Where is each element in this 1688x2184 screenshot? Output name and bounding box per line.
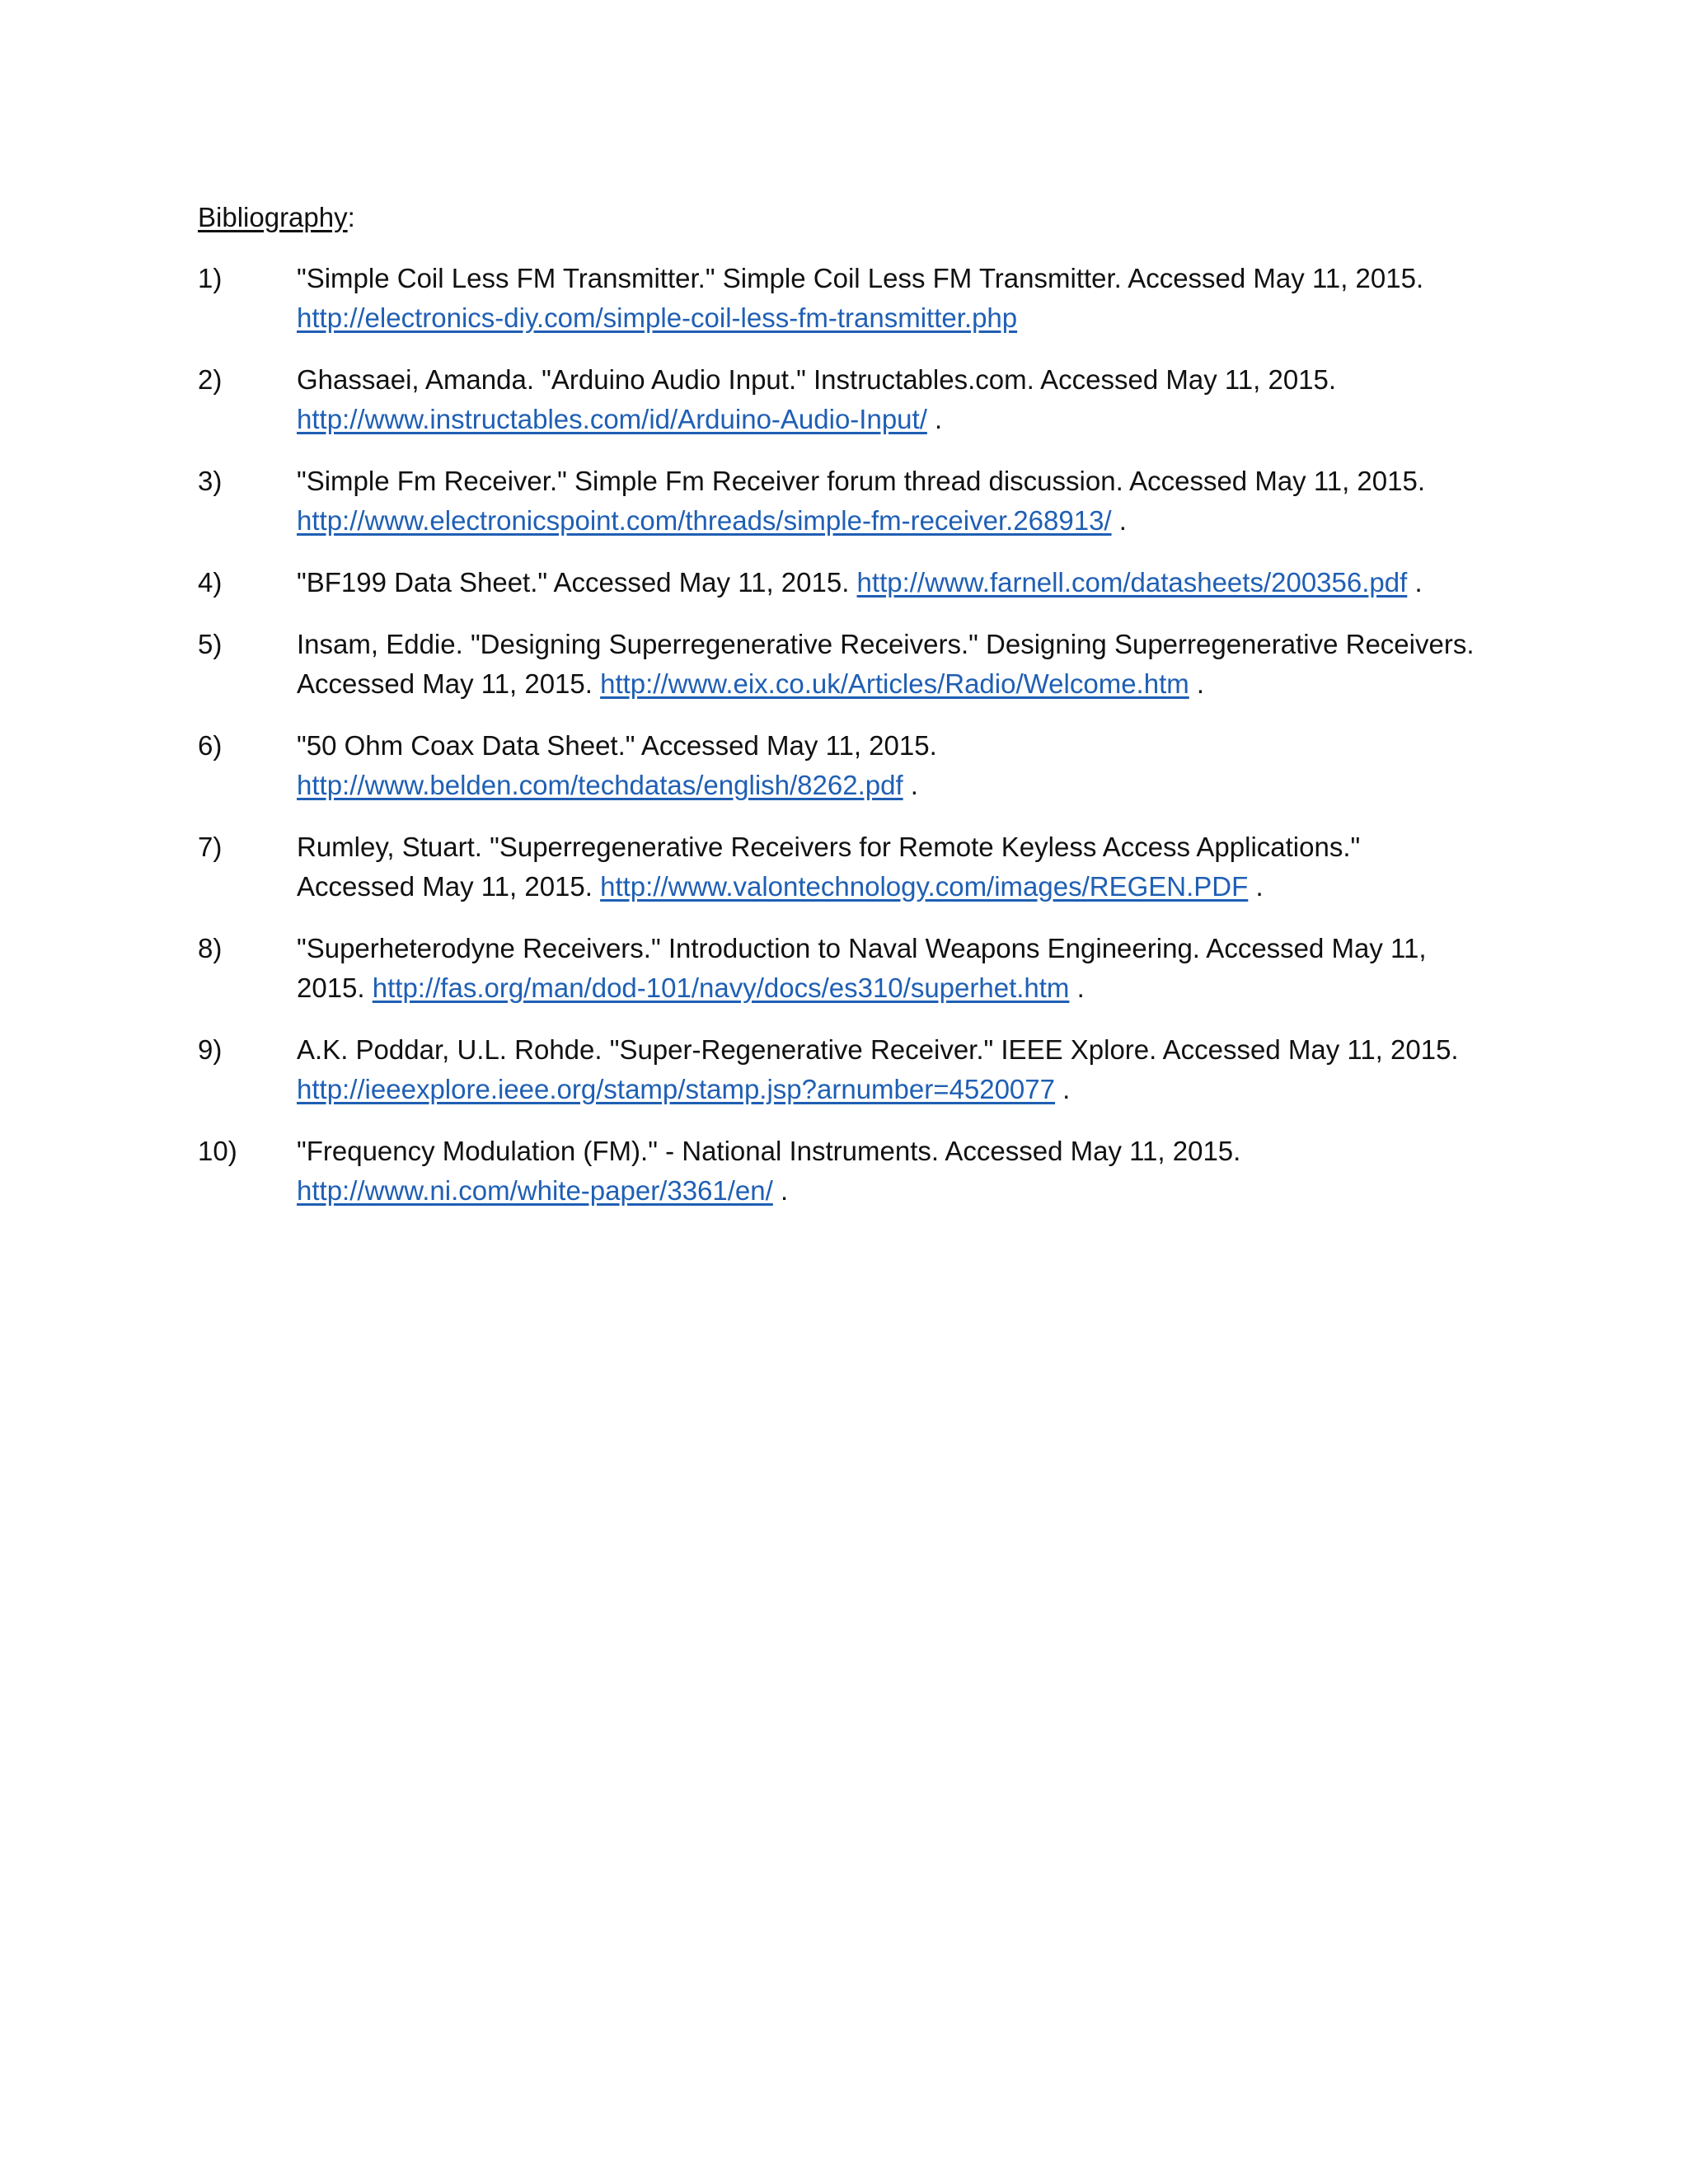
reference-text: Accessed May 11, 2015. [297, 668, 601, 699]
reference-number: 10) [198, 1136, 237, 1166]
reference-text: . [772, 1175, 789, 1206]
reference-number: 5) [198, 629, 223, 659]
reference-line [297, 867, 1517, 907]
reference-text: . [1111, 505, 1127, 536]
reference-line [297, 929, 1517, 968]
reference-line [297, 1132, 1517, 1171]
reference-text: . [1248, 871, 1264, 902]
reference-item [198, 827, 1517, 907]
reference-text: . [1055, 1074, 1071, 1104]
reference-item [198, 259, 1517, 338]
bibliography-heading [198, 198, 355, 237]
reference-item [198, 929, 1517, 1008]
reference-item [198, 1132, 1517, 1211]
reference-text: "Simple Coil Less FM Transmitter." Simple Coil Less FM Transmitter. Accessed May 11, 2015. [297, 263, 1424, 293]
reference-line [297, 766, 1517, 805]
reference-text: . [926, 404, 943, 434]
reference-url-link[interactable]: http://www.ni.com/white-paper/3361/en/ [297, 1175, 773, 1206]
reference-number: 1) [198, 263, 223, 293]
reference-line [297, 1070, 1517, 1109]
reference-text: A.K. Poddar, U.L. Rohde. "Super-Regenerative Receiver." IEEE Xplore. Accessed May 11, 2015. [297, 1034, 1459, 1065]
reference-number: 3) [198, 466, 223, 496]
reference-line [297, 259, 1517, 298]
reference-line [297, 400, 1517, 439]
reference-url-link[interactable]: http://electronics-diy.com/simple-coil-less-fm-transmitter.php [297, 302, 1018, 333]
reference-number: 4) [198, 567, 223, 598]
reference-list [198, 259, 1517, 1233]
reference-url-link[interactable]: http://www.valontechnology.com/images/REGEN.PDF [600, 871, 1249, 902]
reference-text: "Simple Fm Receiver." Simple Fm Receiver forum thread discussion. Accessed May 11, 2015. [297, 466, 1426, 496]
reference-number: 6) [198, 730, 223, 761]
reference-number: 7) [198, 832, 223, 862]
reference-text: "Superheterodyne Receivers." Introduction to Naval Weapons Engineering. Accessed May 11, [297, 933, 1427, 963]
reference-line [297, 563, 1517, 602]
reference-line [297, 664, 1517, 704]
bibliography-heading-text: Bibliography [198, 202, 348, 232]
reference-item [198, 462, 1517, 541]
reference-text: 2015. [297, 972, 373, 1003]
bibliography-heading-suffix: : [347, 202, 355, 232]
reference-item [198, 625, 1517, 704]
reference-text: "Frequency Modulation (FM)." - National Instruments. Accessed May 11, 2015. [297, 1136, 1241, 1166]
reference-number: 2) [198, 364, 223, 395]
reference-text: Ghassaei, Amanda. "Arduino Audio Input." Instructables.com. Accessed May 11, 2015. [297, 364, 1337, 395]
reference-line [297, 360, 1517, 400]
reference-url-link[interactable]: http://www.electronicspoint.com/threads/simple-fm-receiver.268913/ [297, 505, 1112, 536]
reference-url-link[interactable]: http://www.farnell.com/datasheets/200356.pdf [856, 567, 1408, 598]
reference-url-link[interactable]: http://www.belden.com/techdatas/english/8262.pdf [297, 770, 903, 800]
reference-text: . [1407, 567, 1423, 598]
reference-url-link[interactable]: http://www.instructables.com/id/Arduino-Audio-Input/ [297, 404, 927, 434]
reference-text: Rumley, Stuart. "Superregenerative Receivers for Remote Keyless Access Applications." [297, 832, 1361, 862]
reference-text: . [903, 770, 918, 800]
reference-line [297, 968, 1517, 1008]
reference-line [297, 625, 1517, 664]
reference-line [297, 462, 1517, 501]
reference-line [297, 827, 1517, 867]
reference-text: . [1069, 972, 1085, 1003]
reference-url-link[interactable]: http://www.eix.co.uk/Articles/Radio/Welcome.htm [600, 668, 1189, 699]
reference-number: 8) [198, 933, 223, 963]
reference-item [198, 726, 1517, 805]
reference-line [297, 298, 1517, 338]
reference-url-link[interactable]: http://fas.org/man/dod-101/navy/docs/es310/superhet.htm [372, 972, 1070, 1003]
reference-text: . [1189, 668, 1205, 699]
reference-text: "50 Ohm Coax Data Sheet." Accessed May 11, 2015. [297, 730, 937, 761]
reference-item [198, 563, 1517, 602]
reference-line [297, 1171, 1517, 1211]
reference-item [198, 1030, 1517, 1109]
reference-line [297, 501, 1517, 541]
reference-item [198, 360, 1517, 439]
reference-text: Insam, Eddie. "Designing Superregenerative Receivers." Designing Superregenerative Receivers. [297, 629, 1475, 659]
reference-text: Accessed May 11, 2015. [297, 871, 601, 902]
reference-text: "BF199 Data Sheet." Accessed May 11, 2015. [297, 567, 857, 598]
reference-line [297, 1030, 1517, 1070]
reference-line [297, 726, 1517, 766]
reference-number: 9) [198, 1034, 223, 1065]
reference-url-link[interactable]: http://ieeexplore.ieee.org/stamp/stamp.jsp?arnumber=4520077 [297, 1074, 1055, 1104]
